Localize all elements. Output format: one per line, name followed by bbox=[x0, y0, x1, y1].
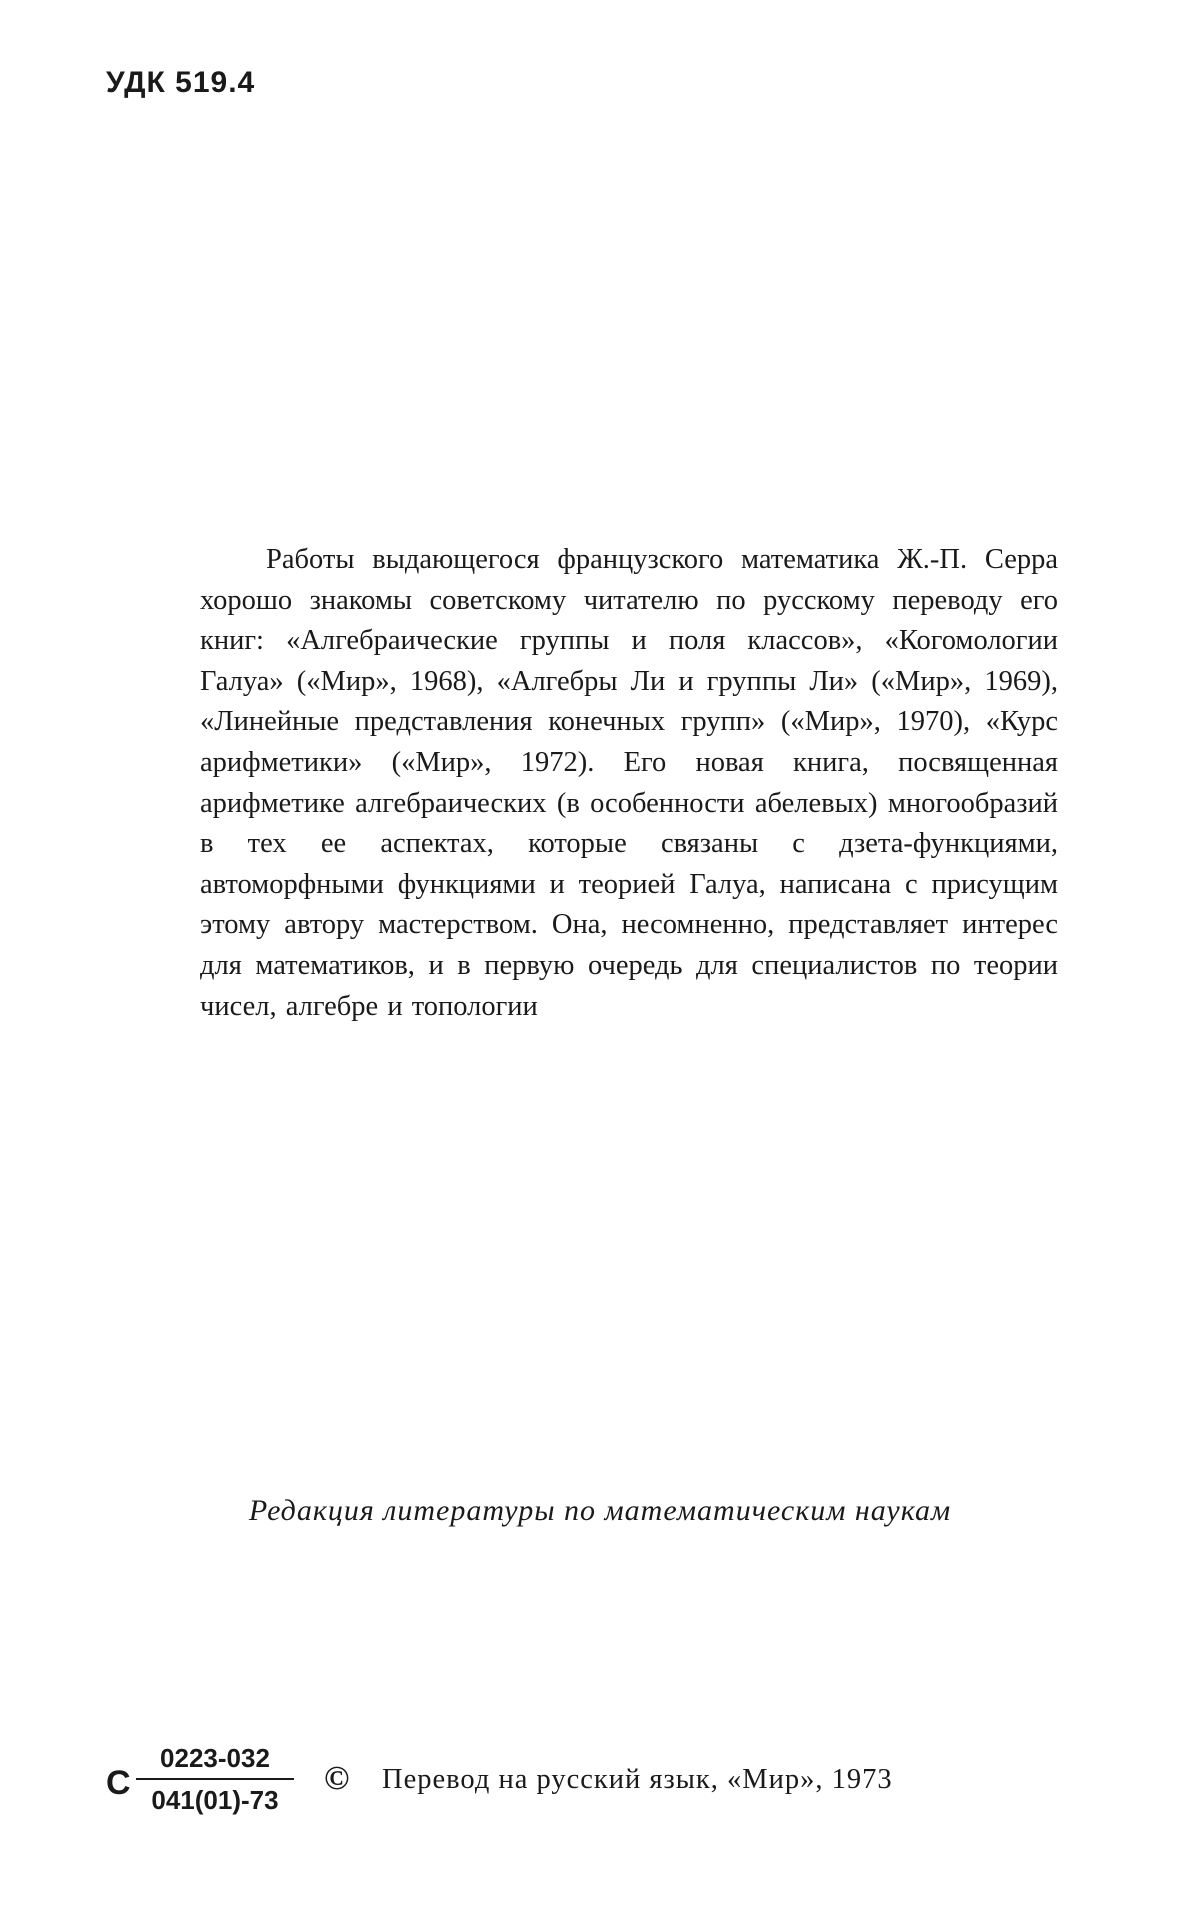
imprint-code-denominator: 041(01)-73 bbox=[151, 1785, 279, 1815]
fraction-bar bbox=[136, 1778, 294, 1780]
udk-code: УДК 519.4 bbox=[106, 66, 256, 99]
imprint-letter: С bbox=[106, 1764, 131, 1802]
imprint-code-fraction bbox=[136, 1740, 294, 1818]
publication-imprint bbox=[106, 1740, 1106, 1830]
copyright-notice: Перевод на русский язык, «Мир», 1973 bbox=[382, 1764, 893, 1795]
editorial-office: Редакция литературы по математическим наукам bbox=[248, 1494, 952, 1527]
imprint-code-numerator: 0223-032 bbox=[160, 1743, 270, 1773]
copyright-icon: © bbox=[324, 1760, 350, 1797]
book-annotation: Работы выдающегося французского математика Ж.-П. Серра хорошо знакомы советскому читателю по русскому переводу его книг: «Алгебраические группы и поля классов», «Когомологии Галуа» («Мир», 1968), «Алгебры Ли и группы Ли» («Мир», 1969), «Линейные представления конечных групп» («Мир», 1970), «Курс арифметики» («Мир», 1972). Его новая книга, посвященная арифметике алгебраических (в особенности абелевых) многообразий в тех ее аспектах, которые связаны с дзета-функциями, автоморфными функциями и теорией Галуа, написана с присущим этому автору мастерством. Она, несомненно, представляет интерес для математиков, и в первую очередь для специалистов по теории чисел, алгебре и топологии bbox=[200, 544, 1058, 1022]
